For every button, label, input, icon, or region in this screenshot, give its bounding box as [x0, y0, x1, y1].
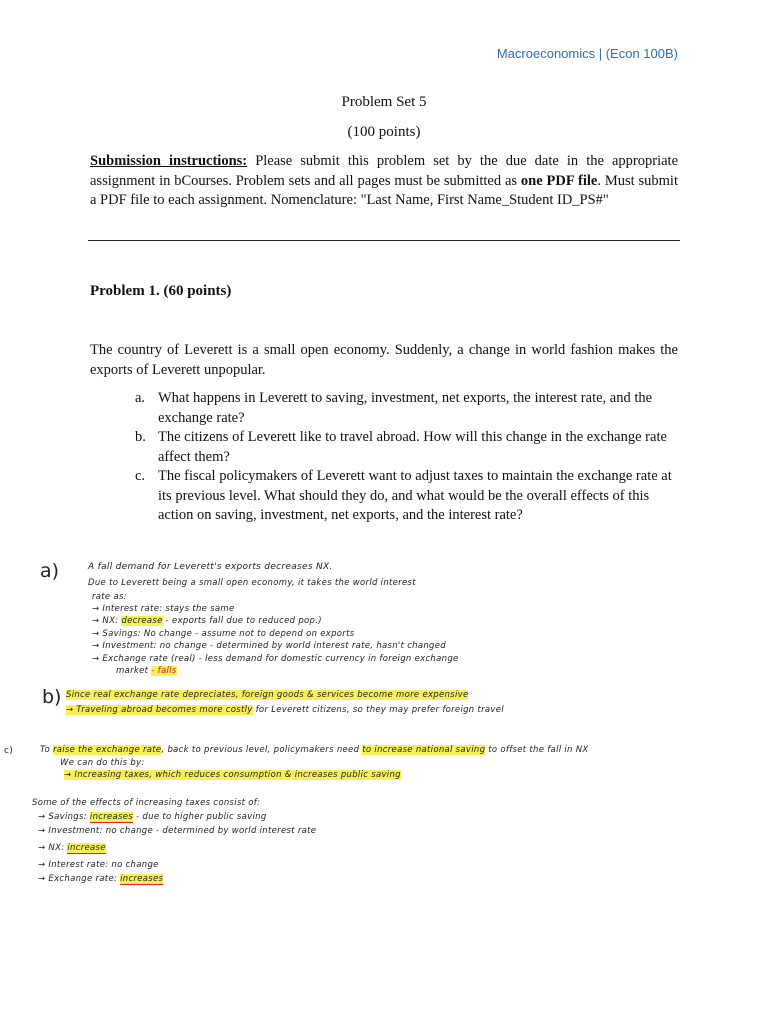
answer-c-line: [40, 745, 589, 755]
answer-c-highlight: → Increasing taxes, which reduces consumption & increases public saving: [64, 770, 401, 780]
answer-c-line: [64, 770, 401, 780]
instructions-text-1: Please submit this problem set by the due date in the appropriate assignment in bCourses. Problem sets and all pages must be submitted as: [90, 153, 679, 189]
question-item: [135, 428, 680, 467]
instructions-label: Submission instructions:: [90, 153, 248, 169]
answer-a-falls-highlight: - falls: [151, 666, 177, 676]
answer-a-nx-highlight: decrease: [121, 616, 163, 626]
question-item: [135, 389, 680, 428]
question-text: What happens in Leverett to saving, investment, net exports, the interest rate, and the exchange rate?: [158, 390, 653, 426]
answer-a-line: → Exchange rate (real) - less demand for domestic currency in foreign exchange: [92, 654, 459, 664]
question-text: The fiscal policymakers of Leverett want to adjust taxes to maintain the exchange rate at its previous level. What should they do, and what would be the overall effects of this action on saving, investment, net exports, and the interest rate?: [158, 468, 672, 523]
answer-c-middle: , back to previous level, policymakers need: [161, 745, 363, 755]
answer-c-label: c): [4, 746, 14, 756]
answer-a-line: [116, 666, 177, 676]
answer-c-highlight: raise the exchange rate: [52, 745, 162, 755]
answer-a-line: Due to Leverett being a small open economy, it takes the world interest: [88, 578, 416, 588]
answer-a-line: → Interest rate: stays the same: [92, 604, 235, 614]
answer-a-nx-suffix: - exports fall due to reduced pop.): [162, 616, 322, 626]
answer-c-line: → Investment: no change - determined by world interest rate: [38, 826, 317, 836]
answer-c-highlight: increases: [89, 812, 134, 822]
question-item: [135, 467, 680, 526]
answer-c-line: → Interest rate: no change: [38, 860, 159, 870]
problem-title: Problem 1. (60 points): [90, 283, 232, 299]
answer-c-highlight: increase: [67, 843, 106, 853]
answer-c-line: Some of the effects of increasing taxes consist of:: [32, 798, 261, 808]
question-text: The citizens of Leverett like to travel abroad. How will this change in the exchange rate affect them?: [158, 429, 667, 465]
points-subtitle: (100 points): [347, 124, 421, 140]
answer-c-suffix: - due to higher public saving: [133, 812, 267, 822]
answer-a-line: → Investment: no change - determined by world interest rate, hasn't changed: [92, 641, 446, 651]
instructions-text-2: . Must submit a PDF file to each assignment. Nomenclature: "Last Name, First Name_Student ID_PS#": [90, 172, 678, 208]
answer-c-prefix: → NX:: [38, 843, 68, 853]
answer-a-label: a): [40, 560, 60, 582]
answer-a-nx-prefix: → NX:: [92, 616, 122, 626]
answer-a-line: [92, 616, 322, 626]
answer-c-prefix: → Exchange rate:: [38, 874, 121, 884]
question-letter: c.: [135, 468, 146, 484]
question-list: [135, 389, 680, 526]
answer-a-line: → Savings: No change - assume not to depend on exports: [92, 629, 355, 639]
question-letter: a.: [135, 390, 146, 406]
answer-b-suffix: for Leverett citizens, so they may prefer foreign travel: [252, 705, 504, 715]
horizontal-divider: [88, 240, 680, 241]
answer-c-line: [38, 812, 267, 822]
answer-b-line: [66, 690, 468, 700]
course-header: Macroeconomics | (Econ 100B): [496, 46, 678, 61]
answer-c-suffix: to offset the fall in NX: [485, 745, 589, 755]
answer-c-line: [38, 843, 106, 853]
instructions-bold: one PDF file: [520, 172, 598, 189]
answer-c-prefix: To: [40, 745, 53, 755]
answer-a-line: A fall demand for Leverett's exports decreases NX.: [88, 562, 333, 572]
answer-a-market: market: [116, 666, 152, 676]
answer-c-highlight: to increase national saving: [362, 745, 486, 755]
answer-b-highlight: → Traveling abroad becomes more costly: [66, 705, 253, 715]
answer-b-label: b): [42, 686, 62, 708]
question-letter: b.: [135, 429, 146, 445]
answer-b-line: [66, 705, 504, 715]
problem-intro: The country of Leverett is a small open economy. Suddenly, a change in world fashion makes the exports of Leverett unpopular.: [90, 342, 678, 378]
answer-a-line: rate as:: [92, 592, 127, 602]
answer-c-prefix: → Savings:: [38, 812, 90, 822]
answer-c-line: We can do this by:: [60, 758, 145, 768]
answer-b-highlight: Since real exchange rate depreciates, foreign goods & services become more expensive: [66, 690, 469, 700]
answer-c-line: [38, 874, 163, 884]
answer-c-highlight: increases: [120, 874, 164, 884]
submission-instructions: [90, 152, 678, 211]
page-title: Problem Set 5: [341, 94, 427, 110]
